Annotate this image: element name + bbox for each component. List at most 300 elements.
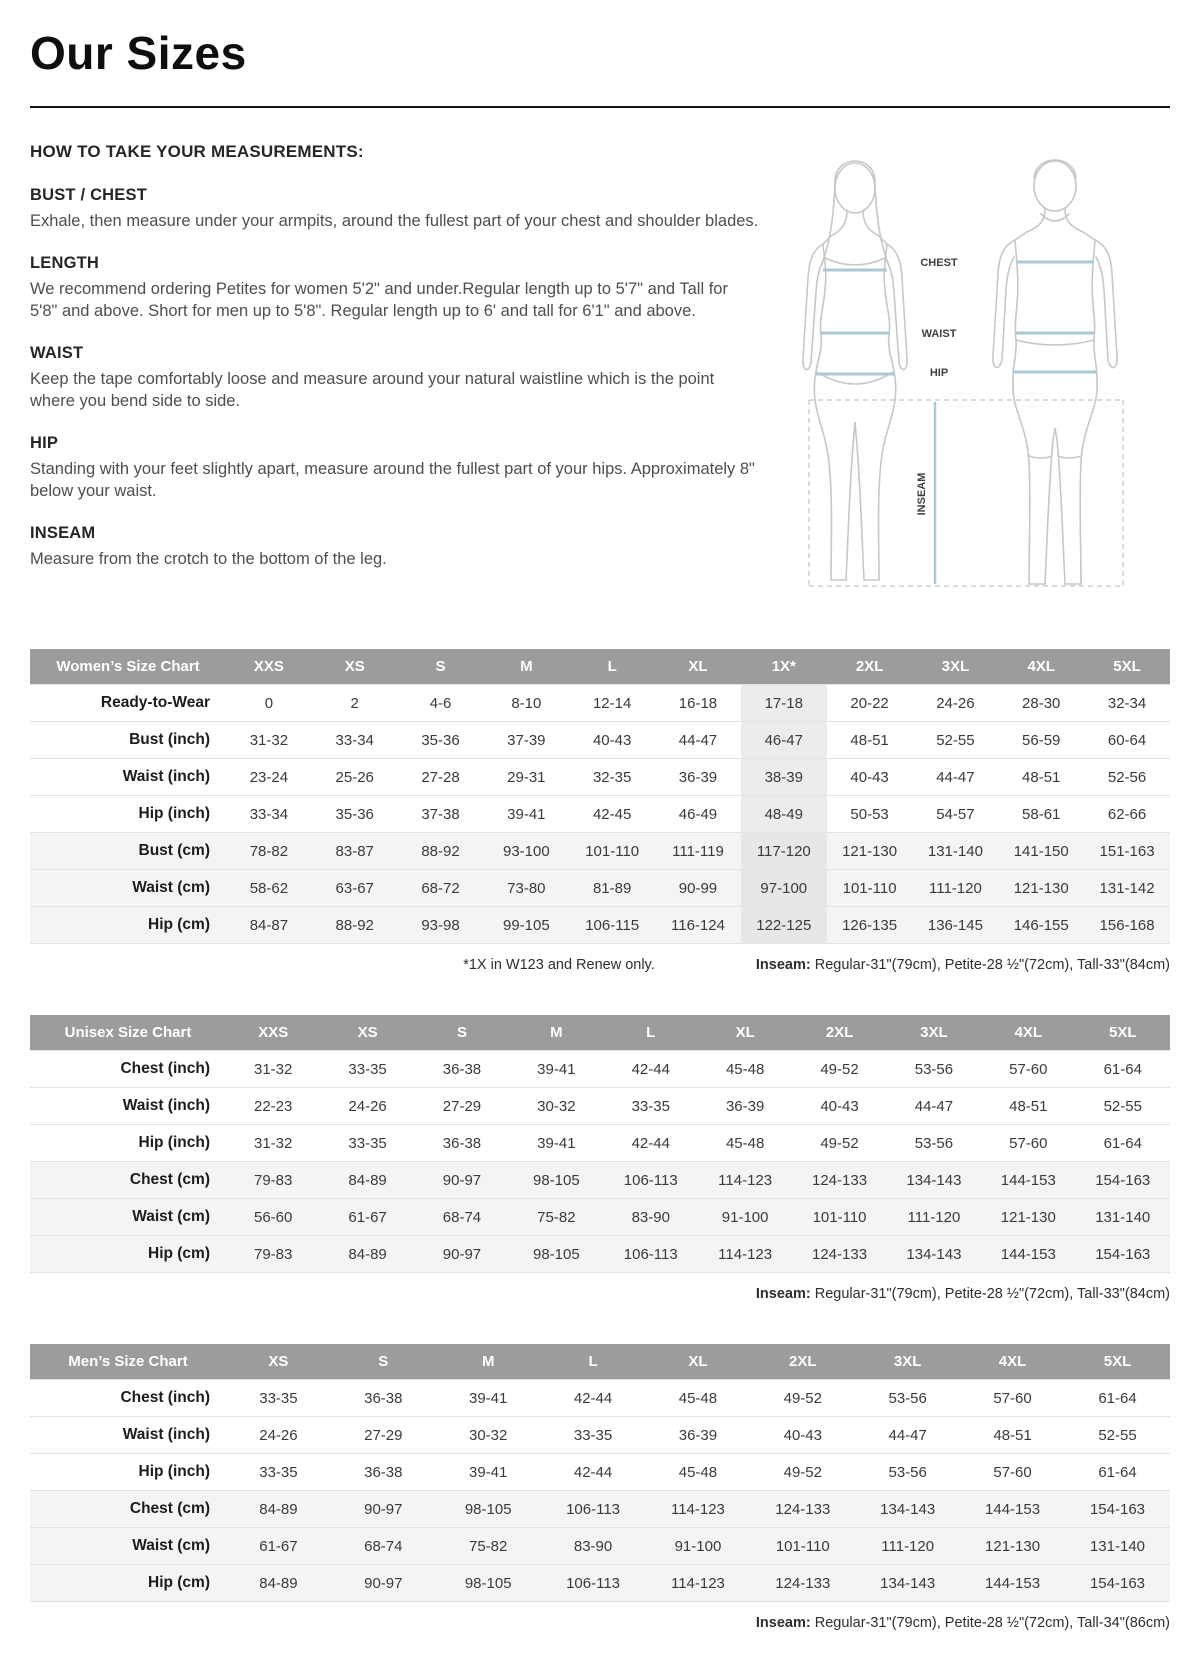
size-cell: 23-24 [226, 759, 312, 796]
size-cell: 144-153 [981, 1236, 1075, 1273]
size-cell: 151-163 [1084, 833, 1170, 870]
section-title-waist: WAIST [30, 343, 84, 362]
womens-chart-footnotes [30, 957, 1170, 973]
table-row [30, 1565, 1170, 1602]
size-cell: 81-89 [569, 870, 655, 907]
footnote-1x: *1X in W123 and Renew only. [463, 957, 655, 973]
size-cell: 56-59 [998, 722, 1084, 759]
size-cell: 49-52 [750, 1454, 855, 1491]
row-label: Chest (inch) [30, 1380, 226, 1417]
size-cell: 88-92 [312, 907, 398, 944]
row-label: Waist (inch) [30, 1088, 226, 1125]
size-cell: 124-133 [792, 1162, 886, 1199]
size-cell: 40-43 [750, 1417, 855, 1454]
size-cell: 97-100 [741, 870, 827, 907]
size-cell: 52-55 [1065, 1417, 1170, 1454]
body-measurement-illustration [775, 142, 1165, 602]
size-cell: 84-89 [320, 1236, 414, 1273]
size-cell: 48-51 [998, 759, 1084, 796]
size-cell: 68-74 [415, 1199, 509, 1236]
size-cell: 131-140 [913, 833, 999, 870]
table-row [30, 833, 1170, 870]
inseam-measure-label: INSEAM [916, 472, 928, 516]
size-cell: 79-83 [226, 1236, 320, 1273]
size-cell: 22-23 [226, 1088, 320, 1125]
size-cell: 45-48 [646, 1454, 751, 1491]
size-cell: 61-64 [1076, 1051, 1170, 1088]
size-cell: 84-89 [320, 1162, 414, 1199]
size-column-header: M [436, 1344, 541, 1380]
size-cell: 46-49 [655, 796, 741, 833]
row-label: Hip (cm) [30, 907, 226, 944]
size-cell: 49-52 [792, 1125, 886, 1162]
inseam-footnote-text: Regular-31"(79cm), Petite-28 ½"(72cm), Tall-34"(86cm) [814, 1615, 1170, 1631]
size-cell: 52-55 [913, 722, 999, 759]
inseam-footnote-text: Regular-31"(79cm), Petite-28 ½"(72cm), Tall-33"(84cm) [814, 957, 1170, 973]
size-cell: 154-163 [1076, 1162, 1170, 1199]
size-column-header: M [509, 1015, 603, 1051]
size-cell: 68-74 [331, 1528, 436, 1565]
size-column-header: 4XL [981, 1015, 1075, 1051]
size-cell: 154-163 [1065, 1565, 1170, 1602]
row-label: Chest (cm) [30, 1491, 226, 1528]
size-cell: 106-113 [541, 1565, 646, 1602]
size-cell: 121-130 [960, 1528, 1065, 1565]
size-cell: 36-39 [698, 1088, 792, 1125]
size-cell: 134-143 [887, 1236, 981, 1273]
unisex-inseam-footnote [756, 1286, 1170, 1302]
size-cell: 2 [312, 685, 398, 722]
size-column-header: 3XL [855, 1344, 960, 1380]
size-cell: 33-35 [541, 1417, 646, 1454]
size-cell: 63-67 [312, 870, 398, 907]
size-cell: 62-66 [1084, 796, 1170, 833]
size-cell: 37-38 [398, 796, 484, 833]
size-cell: 126-135 [827, 907, 913, 944]
size-cell: 131-140 [1076, 1199, 1170, 1236]
size-cell: 91-100 [698, 1199, 792, 1236]
size-cell: 31-32 [226, 722, 312, 759]
size-cell: 124-133 [792, 1236, 886, 1273]
size-cell: 58-62 [226, 870, 312, 907]
size-cell: 36-39 [646, 1417, 751, 1454]
size-column-header: XL [646, 1344, 751, 1380]
measurements-section [30, 138, 1170, 607]
size-column-header: XXS [226, 649, 312, 685]
size-cell: 111-120 [913, 870, 999, 907]
table-row [30, 1125, 1170, 1162]
size-cell: 33-35 [604, 1088, 698, 1125]
size-column-header: 3XL [913, 649, 999, 685]
size-cell: 36-38 [331, 1380, 436, 1417]
size-cell: 144-153 [960, 1491, 1065, 1528]
size-cell: 20-22 [827, 685, 913, 722]
size-cell: 44-47 [913, 759, 999, 796]
size-cell: 25-26 [312, 759, 398, 796]
measurement-diagram [775, 138, 1170, 607]
size-column-header: 2XL [750, 1344, 855, 1380]
size-column-header: L [569, 649, 655, 685]
table-row [30, 1417, 1170, 1454]
size-cell: 42-45 [569, 796, 655, 833]
row-label: Waist (cm) [30, 870, 226, 907]
size-column-header: 3XL [887, 1015, 981, 1051]
inseam-footnote-label: Inseam: [755, 1615, 811, 1631]
size-cell: 114-123 [646, 1565, 751, 1602]
size-cell: 111-120 [855, 1528, 960, 1565]
size-cell: 60-64 [1084, 722, 1170, 759]
size-column-header: L [541, 1344, 646, 1380]
hip-measure-label: HIP [929, 367, 949, 379]
size-column-header: M [483, 649, 569, 685]
size-cell: 39-41 [436, 1380, 541, 1417]
size-cell: 45-48 [646, 1380, 751, 1417]
size-cell: 116-124 [655, 907, 741, 944]
size-cell: 32-35 [569, 759, 655, 796]
size-cell: 141-150 [998, 833, 1084, 870]
table-row [30, 907, 1170, 944]
size-cell: 111-120 [887, 1199, 981, 1236]
mens-size-chart-section [30, 1344, 1170, 1631]
size-cell: 114-123 [646, 1491, 751, 1528]
size-column-header: XL [655, 649, 741, 685]
chest-measure-label: CHEST [920, 257, 958, 269]
inseam-footnote-label: Inseam: [755, 1286, 811, 1302]
size-cell: 54-57 [913, 796, 999, 833]
size-cell: 57-60 [981, 1051, 1075, 1088]
section-body-hip: Standing with your feet slightly apart, measure around the fullest part of your hips. Approximately 8" below your waist. [30, 459, 755, 500]
size-cell: 45-48 [698, 1125, 792, 1162]
row-label: Waist (inch) [30, 1417, 226, 1454]
size-cell: 30-32 [509, 1088, 603, 1125]
size-cell: 42-44 [541, 1380, 646, 1417]
size-cell: 48-51 [827, 722, 913, 759]
size-cell: 134-143 [855, 1565, 960, 1602]
size-column-header: S [331, 1344, 436, 1380]
section-title-hip: HIP [30, 433, 59, 452]
size-cell: 50-53 [827, 796, 913, 833]
size-cell: 53-56 [855, 1380, 960, 1417]
size-cell: 106-113 [604, 1162, 698, 1199]
size-cell: 30-32 [436, 1417, 541, 1454]
size-cell: 33-35 [320, 1125, 414, 1162]
size-column-header: 5XL [1084, 649, 1170, 685]
size-cell: 48-51 [960, 1417, 1065, 1454]
size-column-header: 1X* [741, 649, 827, 685]
size-cell: 90-99 [655, 870, 741, 907]
size-column-header: L [604, 1015, 698, 1051]
size-cell: 84-87 [226, 907, 312, 944]
size-cell: 36-38 [331, 1454, 436, 1491]
inseam-footnote-label: Inseam: [755, 957, 811, 973]
size-cell: 73-80 [483, 870, 569, 907]
size-cell: 44-47 [855, 1417, 960, 1454]
size-cell: 36-39 [655, 759, 741, 796]
size-column-header: 2XL [792, 1015, 886, 1051]
size-cell: 35-36 [398, 722, 484, 759]
section-title-inseam: INSEAM [30, 523, 96, 542]
size-cell: 75-82 [436, 1528, 541, 1565]
table-row [30, 1236, 1170, 1273]
size-cell: 0 [226, 685, 312, 722]
size-cell: 90-97 [331, 1565, 436, 1602]
size-cell: 114-123 [698, 1162, 792, 1199]
size-cell: 42-44 [604, 1125, 698, 1162]
size-cell: 36-38 [415, 1051, 509, 1088]
size-cell: 98-105 [509, 1236, 603, 1273]
size-cell: 39-41 [483, 796, 569, 833]
size-cell: 49-52 [792, 1051, 886, 1088]
size-cell: 37-39 [483, 722, 569, 759]
size-column-header: XS [320, 1015, 414, 1051]
size-cell: 61-67 [320, 1199, 414, 1236]
size-cell: 90-97 [331, 1491, 436, 1528]
size-column-header: 5XL [1065, 1344, 1170, 1380]
mens-inseam-footnote [756, 1615, 1170, 1631]
size-cell: 49-52 [750, 1380, 855, 1417]
womens-size-chart-section [30, 649, 1170, 973]
section-body-length: We recommend ordering Petites for women 5'2" and under.Regular length up to 5'7" and Tall for 5'8" and above. Short for men up to 5'8". Regular length up to 6' and tall for 6'1" and above. [30, 279, 728, 320]
size-cell: 46-47 [741, 722, 827, 759]
size-cell: 90-97 [415, 1236, 509, 1273]
size-cell: 28-30 [998, 685, 1084, 722]
size-cell: 24-26 [913, 685, 999, 722]
table-row [30, 796, 1170, 833]
size-cell: 48-51 [981, 1088, 1075, 1125]
size-column-header: 4XL [960, 1344, 1065, 1380]
table-title: Unisex Size Chart [30, 1015, 226, 1051]
size-cell: 146-155 [998, 907, 1084, 944]
size-column-header: XS [226, 1344, 331, 1380]
table-row [30, 1454, 1170, 1491]
size-cell: 134-143 [887, 1162, 981, 1199]
size-cell: 44-47 [655, 722, 741, 759]
size-cell: 35-36 [312, 796, 398, 833]
size-cell: 39-41 [509, 1051, 603, 1088]
size-column-header: S [415, 1015, 509, 1051]
row-label: Chest (inch) [30, 1051, 226, 1088]
section-body-bust-chest: Exhale, then measure under your armpits, around the fullest part of your chest and shoulder blades. [30, 212, 759, 230]
size-cell: 83-90 [604, 1199, 698, 1236]
size-cell: 121-130 [827, 833, 913, 870]
size-cell: 12-14 [569, 685, 655, 722]
page-title: Our Sizes [30, 27, 247, 79]
size-cell: 93-98 [398, 907, 484, 944]
row-label: Ready-to-Wear [30, 685, 226, 722]
size-cell: 106-113 [604, 1236, 698, 1273]
size-cell: 24-26 [320, 1088, 414, 1125]
size-cell: 114-123 [698, 1236, 792, 1273]
size-column-header: 4XL [998, 649, 1084, 685]
size-cell: 101-110 [792, 1199, 886, 1236]
size-cell: 4-6 [398, 685, 484, 722]
inseam-footnote-text: Regular-31"(79cm), Petite-28 ½"(72cm), Tall-33"(84cm) [814, 1286, 1170, 1302]
page-header [30, 26, 1170, 108]
size-cell: 61-64 [1065, 1380, 1170, 1417]
size-cell: 53-56 [887, 1125, 981, 1162]
waist-measure-label: WAIST [921, 328, 957, 340]
unisex-size-table [30, 1015, 1170, 1273]
size-cell: 52-56 [1084, 759, 1170, 796]
mens-size-table [30, 1344, 1170, 1602]
size-cell: 27-28 [398, 759, 484, 796]
table-row [30, 1199, 1170, 1236]
table-row [30, 1380, 1170, 1417]
measurement-instructions [30, 138, 759, 607]
size-cell: 61-67 [226, 1528, 331, 1565]
size-cell: 32-34 [1084, 685, 1170, 722]
size-column-header: XXS [226, 1015, 320, 1051]
size-cell: 134-143 [855, 1491, 960, 1528]
size-cell: 101-110 [827, 870, 913, 907]
table-row [30, 1088, 1170, 1125]
size-cell: 33-35 [226, 1454, 331, 1491]
size-cell: 156-168 [1084, 907, 1170, 944]
size-cell: 131-140 [1065, 1528, 1170, 1565]
size-cell: 48-49 [741, 796, 827, 833]
size-cell: 111-119 [655, 833, 741, 870]
size-cell: 38-39 [741, 759, 827, 796]
section-title-length: LENGTH [30, 253, 100, 272]
size-cell: 101-110 [569, 833, 655, 870]
size-cell: 98-105 [436, 1565, 541, 1602]
table-row [30, 759, 1170, 796]
row-label: Hip (inch) [30, 1125, 226, 1162]
row-label: Bust (cm) [30, 833, 226, 870]
size-cell: 39-41 [509, 1125, 603, 1162]
size-cell: 16-18 [655, 685, 741, 722]
size-cell: 131-142 [1084, 870, 1170, 907]
womens-inseam-footnote [756, 957, 1170, 973]
row-label: Hip (cm) [30, 1236, 226, 1273]
womens-size-table [30, 649, 1170, 944]
size-column-header: XL [698, 1015, 792, 1051]
size-cell: 40-43 [827, 759, 913, 796]
size-cell: 53-56 [855, 1454, 960, 1491]
size-cell: 29-31 [483, 759, 569, 796]
size-cell: 27-29 [331, 1417, 436, 1454]
size-cell: 42-44 [541, 1454, 646, 1491]
size-cell: 79-83 [226, 1162, 320, 1199]
size-cell: 121-130 [981, 1199, 1075, 1236]
size-cell: 61-64 [1076, 1125, 1170, 1162]
size-column-header: S [398, 649, 484, 685]
table-row [30, 1051, 1170, 1088]
size-cell: 33-34 [226, 796, 312, 833]
size-cell: 101-110 [750, 1528, 855, 1565]
row-label: Hip (inch) [30, 796, 226, 833]
table-row [30, 1528, 1170, 1565]
size-cell: 91-100 [646, 1528, 751, 1565]
size-cell: 36-38 [415, 1125, 509, 1162]
size-cell: 154-163 [1065, 1491, 1170, 1528]
size-cell: 136-145 [913, 907, 999, 944]
size-cell: 121-130 [998, 870, 1084, 907]
size-cell: 52-55 [1076, 1088, 1170, 1125]
size-column-header: XS [312, 649, 398, 685]
instructions-heading: HOW TO TAKE YOUR MEASUREMENTS: [30, 142, 364, 161]
size-cell: 68-72 [398, 870, 484, 907]
size-cell: 93-100 [483, 833, 569, 870]
size-cell: 154-163 [1076, 1236, 1170, 1273]
size-cell: 124-133 [750, 1491, 855, 1528]
size-column-header: 2XL [827, 649, 913, 685]
size-cell: 75-82 [509, 1199, 603, 1236]
size-cell: 83-90 [541, 1528, 646, 1565]
size-cell: 57-60 [960, 1454, 1065, 1491]
table-row [30, 870, 1170, 907]
size-cell: 144-153 [960, 1565, 1065, 1602]
size-cell: 53-56 [887, 1051, 981, 1088]
mens-chart-footnotes [30, 1615, 1170, 1631]
size-cell: 33-35 [320, 1051, 414, 1088]
size-cell: 40-43 [569, 722, 655, 759]
size-cell: 27-29 [415, 1088, 509, 1125]
size-cell: 84-89 [226, 1491, 331, 1528]
size-cell: 98-105 [436, 1491, 541, 1528]
size-cell: 39-41 [436, 1454, 541, 1491]
size-cell: 44-47 [887, 1088, 981, 1125]
section-body-inseam: Measure from the crotch to the bottom of the leg. [30, 549, 387, 568]
size-cell: 90-97 [415, 1162, 509, 1199]
unisex-chart-footnotes [30, 1286, 1170, 1302]
size-cell: 61-64 [1065, 1454, 1170, 1491]
size-cell: 57-60 [981, 1125, 1075, 1162]
size-cell: 31-32 [226, 1051, 320, 1088]
size-cell: 24-26 [226, 1417, 331, 1454]
table-title: Men’s Size Chart [30, 1344, 226, 1380]
row-label: Hip (inch) [30, 1454, 226, 1491]
size-cell: 117-120 [741, 833, 827, 870]
size-cell: 144-153 [981, 1162, 1075, 1199]
size-cell: 84-89 [226, 1565, 331, 1602]
measurement-lines [815, 262, 1097, 584]
size-cell: 42-44 [604, 1051, 698, 1088]
size-cell: 17-18 [741, 685, 827, 722]
table-row [30, 685, 1170, 722]
size-cell: 106-113 [541, 1491, 646, 1528]
size-cell: 106-115 [569, 907, 655, 944]
size-cell: 40-43 [792, 1088, 886, 1125]
size-cell: 33-35 [226, 1380, 331, 1417]
size-cell: 33-34 [312, 722, 398, 759]
size-cell: 78-82 [226, 833, 312, 870]
size-cell: 45-48 [698, 1051, 792, 1088]
size-cell: 57-60 [960, 1380, 1065, 1417]
row-label: Bust (inch) [30, 722, 226, 759]
size-cell: 58-61 [998, 796, 1084, 833]
table-row [30, 722, 1170, 759]
size-cell: 83-87 [312, 833, 398, 870]
size-cell: 8-10 [483, 685, 569, 722]
size-cell: 98-105 [509, 1162, 603, 1199]
table-row [30, 1162, 1170, 1199]
row-label: Waist (inch) [30, 759, 226, 796]
row-label: Chest (cm) [30, 1162, 226, 1199]
size-cell: 124-133 [750, 1565, 855, 1602]
size-cell: 88-92 [398, 833, 484, 870]
size-cell: 31-32 [226, 1125, 320, 1162]
size-cell: 56-60 [226, 1199, 320, 1236]
size-cell: 122-125 [741, 907, 827, 944]
section-body-waist: Keep the tape comfortably loose and measure around your natural waistline which is the point where you bend side to side. [30, 369, 715, 410]
row-label: Waist (cm) [30, 1528, 226, 1565]
table-row [30, 1491, 1170, 1528]
row-label: Hip (cm) [30, 1565, 226, 1602]
row-label: Waist (cm) [30, 1199, 226, 1236]
section-title-bust-chest: BUST / CHEST [30, 186, 147, 204]
unisex-size-chart-section [30, 1015, 1170, 1302]
